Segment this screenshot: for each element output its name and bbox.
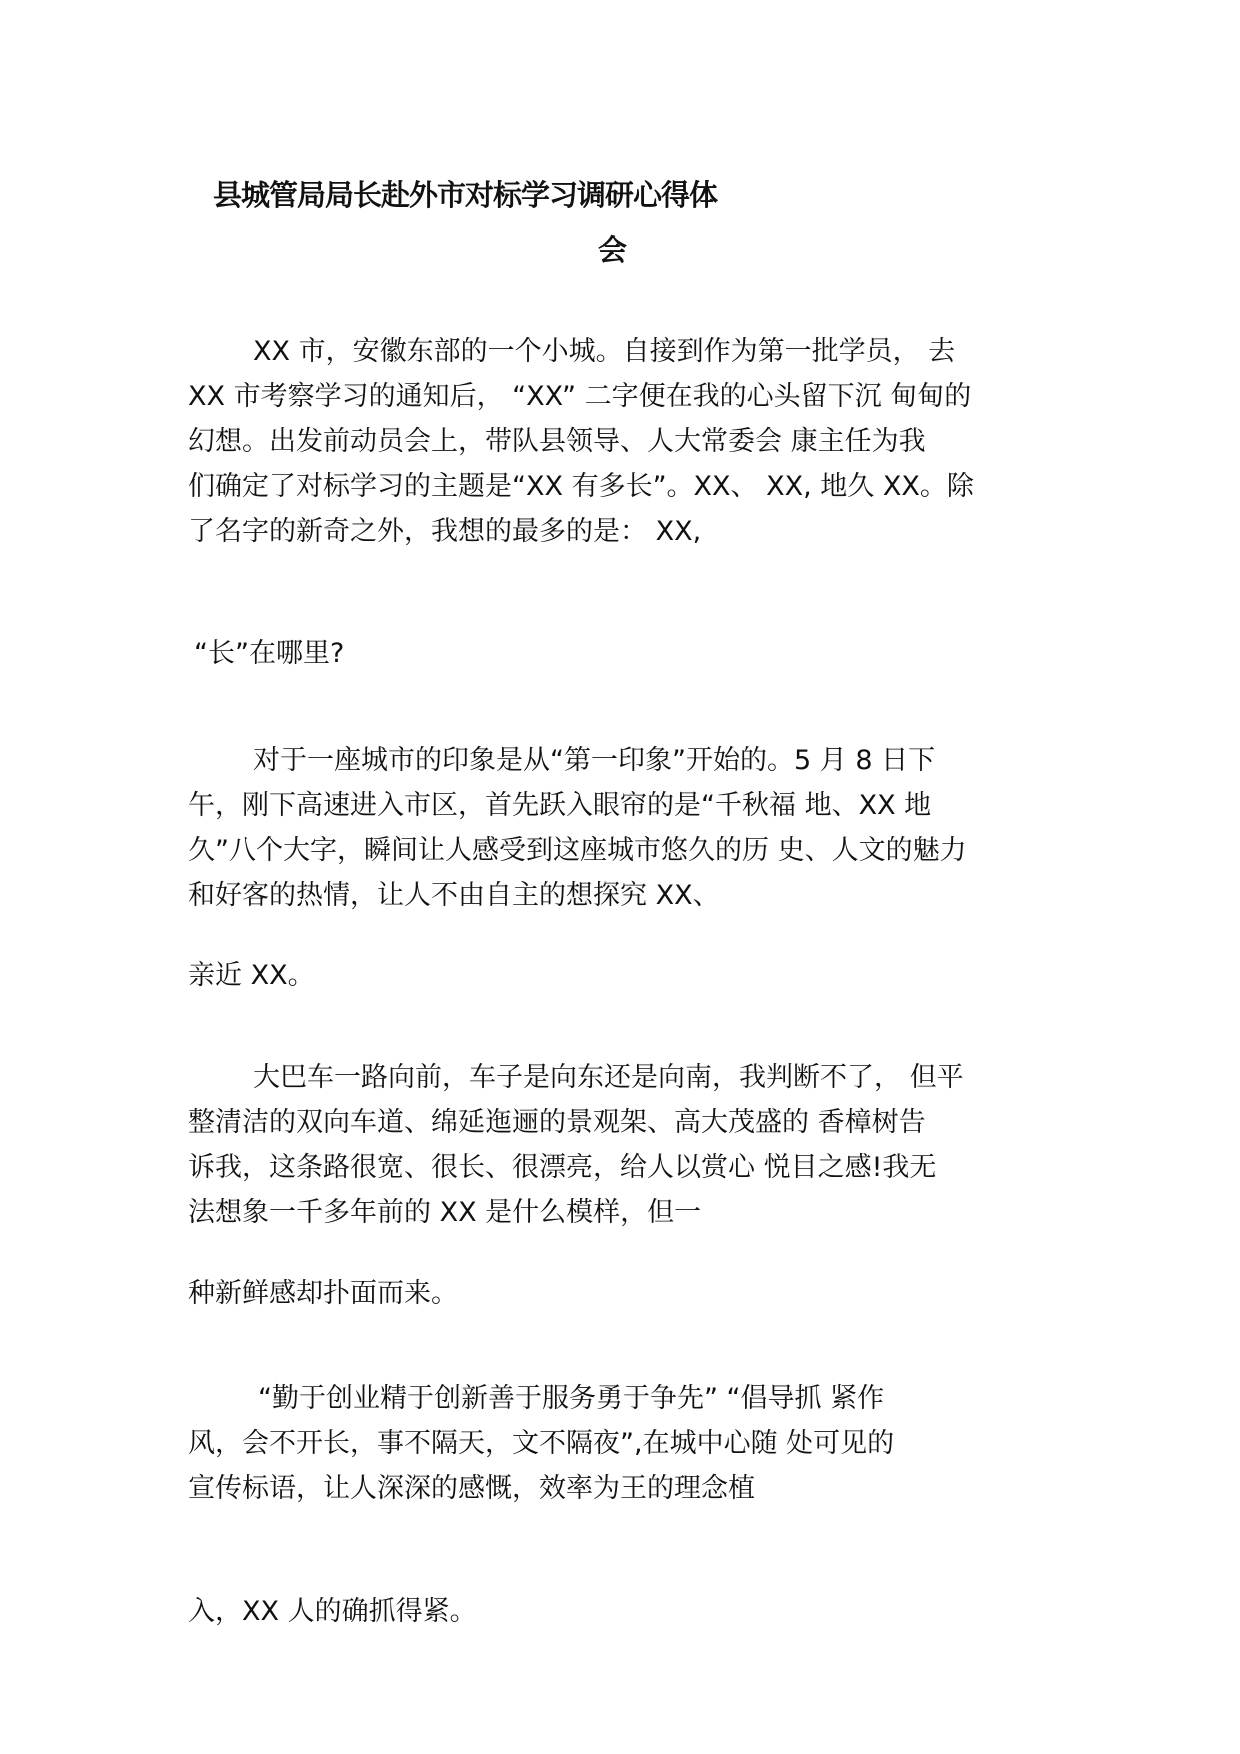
document-title: 县城管局局长赴外市对标学习调研心得体 xyxy=(213,178,718,212)
paragraph-line: 法想象一千多年前的 XX 是什么模样，但一 xyxy=(188,1197,702,1228)
paragraph-line: 亲近 XX。 xyxy=(188,960,315,991)
paragraph-line: 风，会不开长，事不隔天，文不隔夜”,在城中心随 处可见的 xyxy=(188,1428,895,1459)
paragraph-line: 午，刚下高速进入市区，首先跃入眼帘的是“千秋福 地、XX 地 xyxy=(188,790,932,821)
paragraph-line: 大巴车一路向前，车子是向东还是向南，我判断不了， 但平 xyxy=(253,1062,964,1093)
document-title-continuation: 会 xyxy=(598,233,628,267)
paragraph-line: 宣传标语，让人深深的感慨，效率为王的理念植 xyxy=(188,1473,755,1504)
paragraph-line: “长”在哪里? xyxy=(194,638,345,669)
paragraph-line: 诉我，这条路很宽、很长、很漂亮，给人以赏心 悦目之感!我无 xyxy=(188,1152,937,1183)
paragraph-line: 和好客的热情，让人不由自主的想探究 XX、 xyxy=(188,880,720,911)
paragraph-line: 久”八个大字，瞬间让人感受到这座城市悠久的历 史、人文的魅力 xyxy=(188,835,967,866)
paragraph-line: 们确定了对标学习的主题是“XX 有多长”。XX、 XX, 地久 XX。除 xyxy=(188,471,974,502)
paragraph-line: 整清洁的双向车道、绵延迤逦的景观架、高大茂盛的 香樟树告 xyxy=(188,1107,926,1138)
paragraph-line: 了名字的新奇之外，我想的最多的是： XX, xyxy=(188,516,702,547)
paragraph-line: 幻想。出发前动员会上，带队县领导、人大常委会 康主任为我 xyxy=(188,426,926,457)
paragraph-line: 入，XX 人的确抓得紧。 xyxy=(188,1596,477,1627)
paragraph-line: XX 市考察学习的通知后， “XX” 二字便在我的心头留下沉 甸甸的 xyxy=(188,381,972,412)
paragraph-line: “勤于创业精于创新善于服务勇于争先” “倡导抓 紧作 xyxy=(258,1383,885,1414)
paragraph-line: 对于一座城市的印象是从“第一印象”开始的。5 月 8 日下 xyxy=(253,745,936,776)
paragraph-line: 种新鲜感却扑面而来。 xyxy=(188,1278,458,1309)
paragraph-line: XX 市，安徽东部的一个小城。自接到作为第一批学员， 去 xyxy=(253,336,956,367)
